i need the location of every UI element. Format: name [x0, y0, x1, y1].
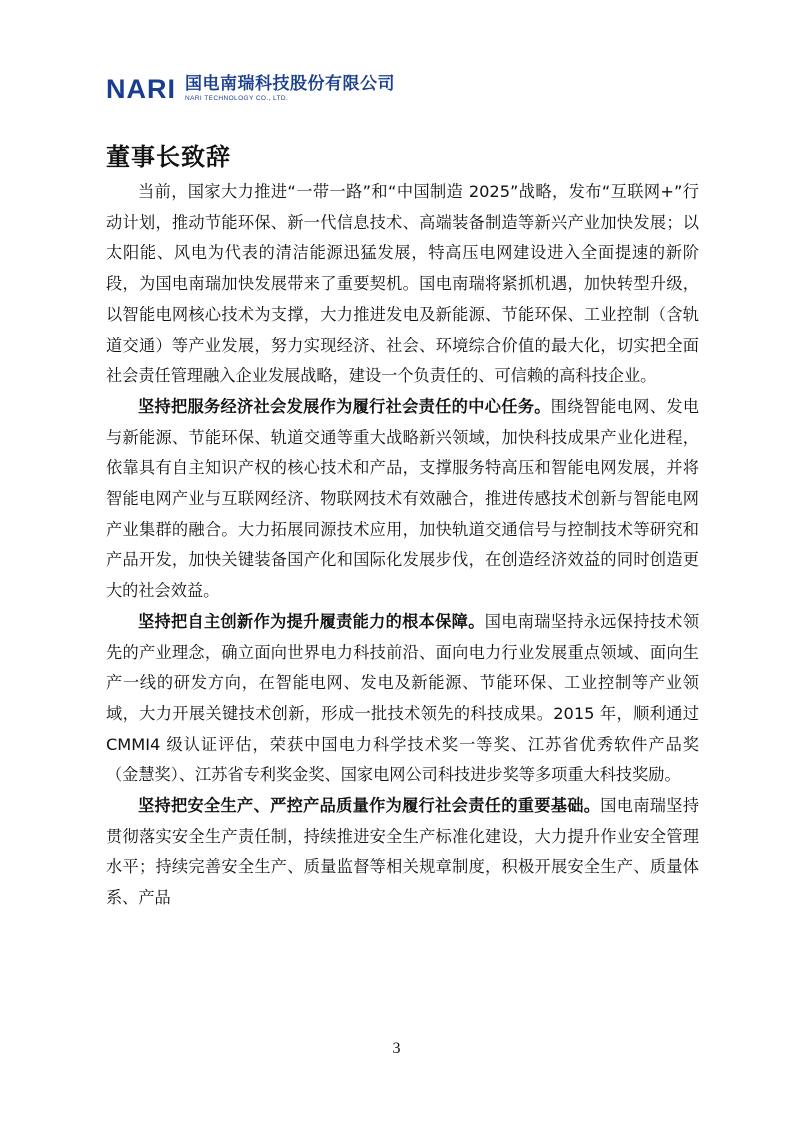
paragraph-service — [106, 392, 699, 607]
paragraph-innovation — [106, 607, 699, 791]
document-body — [106, 177, 699, 914]
paragraph-text: 围绕智能电网、发电与新能源、节能环保、轨道交通等重大战略新兴领域，加快科技成果产业化进程，依靠具有自主知识产权的核心技术和产品，支撑服务特高压和智能电网发展，并将智能电网产业与互联网经济、物联网技术有效融合，推进传感技术创新与智能电网产业集群的融合。大力拓展同源技术应用，加快轨道交通信号与控制技术等研究和产品开发，加快关键装备国产化和国际化发展步伐，在创造经济效益的同时创造更大的社会效益。 — [106, 396, 700, 601]
company-name-en: NARI TECHNOLOGY CO., LTD. — [185, 94, 289, 102]
paragraph-text: 国电南瑞坚持贯彻落实安全生产责任制，持续推进安全生产标准化建设，大力提升作业安全管理水平；持续完善安全生产、质量监督等相关规章制度，积极开展安全生产、质量体系、产品 — [106, 796, 700, 908]
company-name-block — [185, 76, 395, 102]
page-title: 董事长致辞 — [106, 142, 231, 171]
paragraph-text: 国电南瑞坚持永远保持技术领先的产业理念，确立面向世界电力科技前沿、面向电力行业发展重点领域、面向生产一线的研发方向，在智能电网、发电及新能源、节能环保、工业控制等产业领域，大力开展关键技术创新，形成一批技术领先的科技成果。2015 年，顺利通过 CMMI4 级认证评估，荣获中国电力科学技术奖一等奖、江苏省优秀软件产品奖（金慧奖）、江苏省专利奖金奖、国家电网公司科技进步奖等多项重大科技奖励。 — [106, 611, 700, 785]
paragraph-lead: 坚持把服务经济社会发展作为履行社会责任的中心任务。 — [138, 396, 551, 416]
company-name-cn: 国电南瑞科技股份有限公司 — [185, 74, 395, 95]
paragraph-lead: 坚持把安全生产、严控产品质量作为履行社会责任的重要基础。 — [138, 796, 601, 816]
page-header — [106, 72, 395, 106]
paragraph-text: 当前，国家大力推进“一带一路”和“中国制造 2025”战略，发布“互联网+”行动计划，推动节能环保、新一代信息技术、高端装备制造等新兴产业加快发展；以太阳能、风电为代表的清洁能源迅猛发展，特高压电网建设进入全面提速的新阶段，为国电南瑞加快发展带来了重要契机。国电南瑞将紧抓机遇，加快转型升级，以智能电网核心技术为支撑，大力推进发电及新能源、节能环保、工业控制（含轨道交通）等产业发展，努力实现经济、社会、环境综合价值的最大化，切实把全面社会责任管理融入企业发展战略，建设一个负责任的、可信赖的高科技企业。 — [106, 182, 699, 386]
paragraph-safety — [106, 791, 699, 914]
paragraph-intro — [106, 177, 699, 392]
nari-logo: NARI — [106, 73, 176, 104]
paragraph-lead: 坚持把自主创新作为提升履责能力的根本保障。 — [138, 611, 485, 631]
page-number: 3 — [392, 1040, 401, 1057]
